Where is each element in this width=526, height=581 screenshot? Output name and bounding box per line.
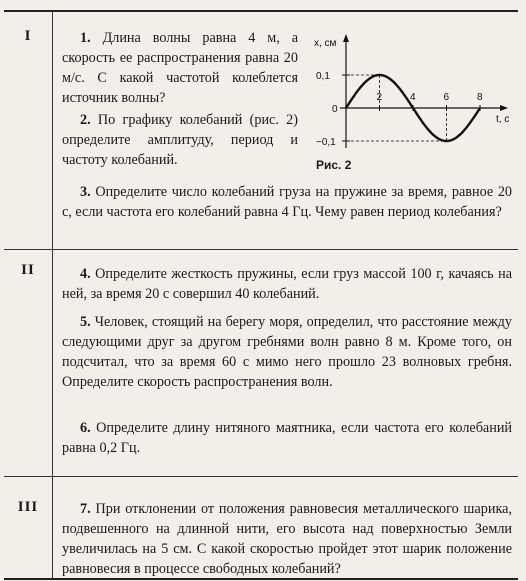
task-text: Длина волны равна 4 м, а скорость ее распространения равна 20 м/с. С какой частотой колеблется источник волны? — [62, 30, 298, 106]
x-tick-label: 4 — [410, 92, 416, 103]
task-text: По графику колебаний (рис. 2) определите амплитуду, период и частоту колебаний. — [62, 112, 298, 168]
section-numeral: III — [17, 499, 39, 515]
task-number: 6. — [80, 420, 91, 436]
task-number: 3. — [80, 184, 91, 200]
section-row-2 — [4, 249, 518, 476]
tasks-table — [4, 10, 518, 580]
task-text: Определите жесткость пружины, если груз массой 100 г, качаясь на ней, за время 20 с совершил 40 колебаний. — [62, 266, 513, 302]
figure-caption: Рис. 2 — [316, 158, 352, 172]
task-2 — [62, 110, 298, 170]
y-tick-label: −0,1 — [316, 137, 336, 148]
task-7 — [62, 499, 512, 579]
x-axis-label: t, c — [496, 114, 510, 125]
task-3 — [62, 182, 512, 222]
x-tick-label: 2 — [376, 92, 383, 103]
task-text: При отклонении от положения равновесия металлического шарика, подвешенного на длинной нити, его высота над поверхностью Земли увеличилась на 5 см. С какой скоростью пройдет этот шарик положение равновесия в процессе свободных колебаний? — [62, 501, 512, 577]
task-number: 4. — [80, 266, 91, 282]
x-axis-arrow — [500, 105, 508, 111]
column-divider — [52, 477, 53, 578]
task-text: Человек, стоящий на берегу моря, определил, что расстояние между следующими друг за другом гребнями волн равно 8 м. Кроме того, он подсчитал, что за время 60 с мимо него прошло 23 волновых гребня. Определите скорость распространения волн. — [62, 314, 512, 390]
y-tick-label: 0,1 — [316, 71, 330, 82]
y-axis-arrow — [343, 34, 349, 42]
y-axis-label: x, см — [314, 38, 337, 49]
task-1 — [62, 28, 298, 108]
origin-label: 0 — [332, 104, 338, 115]
task-number: 7. — [80, 501, 91, 517]
task-text: Определите число колебаний груза на пружине за время, равное 20 с, если частота его колебаний равна 4 Гц. Чему равен период колебания? — [62, 184, 513, 220]
task-4 — [62, 264, 512, 304]
task-6 — [62, 418, 512, 458]
x-tick-label: 8 — [477, 92, 483, 103]
section-row-3 — [4, 476, 518, 578]
section-numeral: I — [24, 28, 32, 44]
task-text: Определите длину нитяного маятника, если частота его колебаний равна 0,2 Гц. — [62, 420, 513, 456]
x-tick-label: 6 — [443, 92, 450, 103]
oscillation-chart — [304, 26, 514, 176]
task-5 — [62, 312, 512, 392]
task-number: 1. — [80, 30, 91, 46]
column-divider — [52, 12, 53, 249]
section-numeral: II — [21, 262, 35, 278]
task-number: 5. — [80, 314, 91, 330]
task-number: 2. — [80, 112, 91, 128]
section-row-1 — [4, 12, 518, 249]
column-divider — [52, 250, 53, 476]
